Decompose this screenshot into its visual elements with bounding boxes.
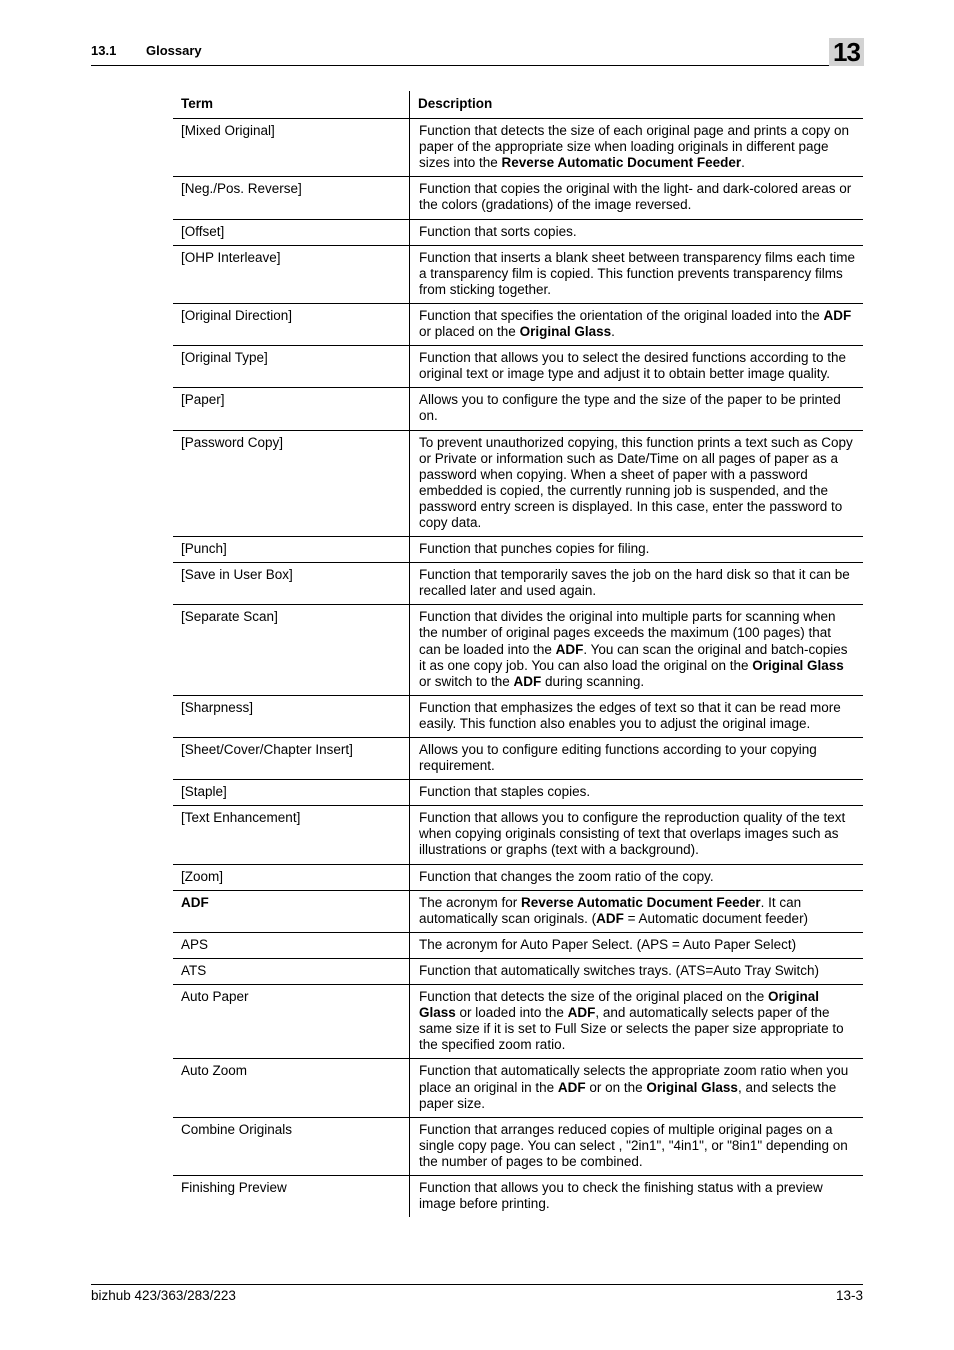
column-header-term: Term: [173, 91, 410, 119]
table-row: [173, 219, 863, 245]
term-cell: [OHP Interleave]: [173, 245, 410, 303]
description-text: Function that allows you to select the desired functions according to the original text or image type and adjust it to obtain better image quality.: [419, 350, 846, 382]
description-cell: [410, 430, 864, 537]
description-cell: [410, 1175, 864, 1217]
term-cell: Finishing Preview: [173, 1175, 410, 1217]
description-text: , and selects the paper size.: [419, 1079, 837, 1111]
description-text: Function that temporarily saves the job on the hard disk so that it can be recalled later and used again.: [419, 567, 850, 599]
term-cell: [Mixed Original]: [173, 119, 410, 177]
description-cell: [410, 864, 864, 890]
description-text: or loaded into the: [455, 1005, 568, 1021]
term-cell: [Zoom]: [173, 864, 410, 890]
description-emphasis: ADF: [555, 641, 584, 657]
glossary-table: [173, 91, 863, 1217]
term-cell: [Text Enhancement]: [173, 806, 410, 864]
description-emphasis: ADF: [567, 1005, 596, 1021]
description-cell: [410, 563, 864, 605]
chapter-number-badge: 13: [829, 38, 864, 66]
table-row: [173, 388, 863, 430]
table-row: [173, 932, 863, 958]
description-text: or on the: [585, 1079, 647, 1095]
term-cell: Auto Paper: [173, 985, 410, 1059]
description-cell: [410, 177, 864, 219]
section-title: Glossary: [146, 43, 202, 58]
table-row: [173, 738, 863, 780]
description-text: Function that emphasizes the edges of text so that it can be read more easily. This function also enables you to adjust the original image.: [419, 699, 841, 731]
table-header-row: [173, 91, 863, 119]
description-emphasis: Original Glass: [419, 989, 819, 1021]
description-text: , and automatically selects paper of the same size if it is set to Full Size or selects the paper size appropriate to the specified zoom ratio.: [419, 1005, 844, 1053]
table-row: [173, 346, 863, 388]
table-row: [173, 985, 863, 1059]
table-row: [173, 958, 863, 984]
table-row: [173, 1059, 863, 1117]
description-text: Function that sorts copies.: [419, 223, 577, 239]
term-cell: APS: [173, 932, 410, 958]
section-number: 13.1: [91, 43, 117, 58]
page-footer: [91, 1284, 863, 1303]
description-text: during scanning.: [541, 673, 645, 689]
description-text: Function that automatically selects the appropriate zoom ratio when you place an original in the: [419, 1063, 849, 1095]
description-text: . It can automatically scan originals. (: [419, 894, 802, 926]
term-cell: ADF: [173, 890, 410, 932]
term-cell: [Original Direction]: [173, 303, 410, 345]
description-text: Function that copies the original with the light- and dark-colored areas or the colors (gradations) of the image reversed.: [419, 181, 852, 213]
description-text: or placed on the: [419, 324, 520, 340]
description-cell: [410, 1059, 864, 1117]
table-row: [173, 1117, 863, 1175]
glossary-body: [173, 119, 863, 1218]
table-row: [173, 695, 863, 737]
description-emphasis: Original Glass: [519, 324, 612, 340]
description-cell: [410, 303, 864, 345]
term-cell: Auto Zoom: [173, 1059, 410, 1117]
table-row: [173, 563, 863, 605]
term-cell: [Save in User Box]: [173, 563, 410, 605]
footer-model: bizhub 423/363/283/223: [91, 1288, 236, 1303]
description-cell: [410, 806, 864, 864]
description-emphasis: Original Glass: [752, 657, 844, 673]
term-cell: [Punch]: [173, 537, 410, 563]
description-text: The acronym for Auto Paper Select. (APS = Auto Paper Select): [419, 936, 797, 952]
page-header: [91, 37, 863, 66]
term-cell: [Offset]: [173, 219, 410, 245]
term-cell: [Sharpness]: [173, 695, 410, 737]
description-text: Function that allows you to configure the reproduction quality of the text when copying originals consisting of text that overlaps images such as illustrations or graphs (text with a background).: [419, 810, 846, 858]
description-emphasis: ADF: [513, 673, 542, 689]
description-text: Function that detects the size of each original page and prints a copy on paper of the appropriate size when loading originals in different page sizes into the: [419, 123, 850, 171]
term-cell: [Separate Scan]: [173, 605, 410, 695]
table-row: [173, 430, 863, 537]
table-row: [173, 864, 863, 890]
term-cell: ATS: [173, 958, 410, 984]
table-row: [173, 780, 863, 806]
term-cell: [Original Type]: [173, 346, 410, 388]
description-cell: [410, 605, 864, 695]
term-cell: [Paper]: [173, 388, 410, 430]
description-cell: [410, 695, 864, 737]
description-text: Function that changes the zoom ratio of the copy.: [419, 868, 714, 884]
description-cell: [410, 1117, 864, 1175]
description-text: Function that punches copies for filing.: [419, 541, 650, 557]
description-text: Function that inserts a blank sheet between transparency films each time a transparency film is copied. This function prevents transparency films from sticking together.: [419, 249, 855, 297]
description-cell: [410, 890, 864, 932]
description-text: Function that automatically switches trays. (ATS=Auto Tray Switch): [419, 962, 820, 978]
description-text: or switch to the: [419, 673, 514, 689]
table-row: [173, 537, 863, 563]
description-cell: [410, 119, 864, 177]
description-text: = Automatic document feeder): [623, 910, 809, 926]
table-row: [173, 890, 863, 932]
term-cell: [Password Copy]: [173, 430, 410, 537]
description-emphasis: ADF: [596, 910, 624, 926]
description-emphasis: ADF: [823, 307, 852, 323]
description-text: .: [611, 324, 615, 340]
table-row: [173, 303, 863, 345]
description-emphasis: Reverse Automatic Document Feeder: [521, 894, 761, 910]
table-row: [173, 177, 863, 219]
description-cell: [410, 985, 864, 1059]
table-row: [173, 119, 863, 177]
term-cell: [Staple]: [173, 780, 410, 806]
description-text: Function that staples copies.: [419, 784, 591, 800]
description-text: . You can scan the original and batch-copies it as one copy job. You can also load the original on the: [419, 641, 848, 673]
description-text: The acronym for: [419, 894, 522, 910]
description-cell: [410, 780, 864, 806]
description-text: Allows you to configure the type and the size of the paper to be printed on.: [419, 392, 841, 424]
term-cell: Combine Originals: [173, 1117, 410, 1175]
term-cell: [Neg./Pos. Reverse]: [173, 177, 410, 219]
table-row: [173, 245, 863, 303]
table-row: [173, 605, 863, 695]
description-emphasis: ADF: [557, 1079, 586, 1095]
description-text: Allows you to configure editing functions according to your copying requirement.: [419, 742, 817, 774]
description-text: .: [741, 155, 745, 171]
description-cell: [410, 958, 864, 984]
footer-page-number: 13-3: [835, 1288, 863, 1303]
table-row: [173, 1175, 863, 1217]
description-text: Function that arranges reduced copies of multiple original pages on a single copy page. You can select , "2in1", "4in1", or "8in1" depending on the number of pages to be combined.: [419, 1121, 848, 1169]
description-text: Function that allows you to check the finishing status with a preview image before printing.: [419, 1179, 823, 1212]
description-text: To prevent unauthorized copying, this function prints a text such as Copy or Private or information such as Date/Time on all pages of paper as a password when copying. When a sheet of paper with a password embedded is copied, the currently running job is suspended, and the password entry screen is displayed. In this case, enter the password to copy data.: [419, 434, 853, 530]
description-cell: [410, 738, 864, 780]
description-cell: [410, 219, 864, 245]
description-text: Function that detects the size of the original placed on the: [419, 989, 768, 1005]
description-emphasis: Original Glass: [646, 1079, 738, 1095]
term-cell: [Sheet/Cover/Chapter Insert]: [173, 738, 410, 780]
table-row: [173, 806, 863, 864]
description-cell: [410, 346, 864, 388]
description-text: Function that specifies the orientation of the original loaded into the: [419, 307, 824, 323]
description-emphasis: Reverse Automatic Document Feeder: [501, 155, 742, 171]
column-header-description: Description: [410, 91, 864, 119]
description-cell: [410, 932, 864, 958]
description-text: Function that divides the original into multiple parts for scanning when the number of original pages exceeds the maximum (100 pages) that can be loaded into the: [419, 609, 836, 657]
description-cell: [410, 537, 864, 563]
description-cell: [410, 245, 864, 303]
description-cell: [410, 388, 864, 430]
